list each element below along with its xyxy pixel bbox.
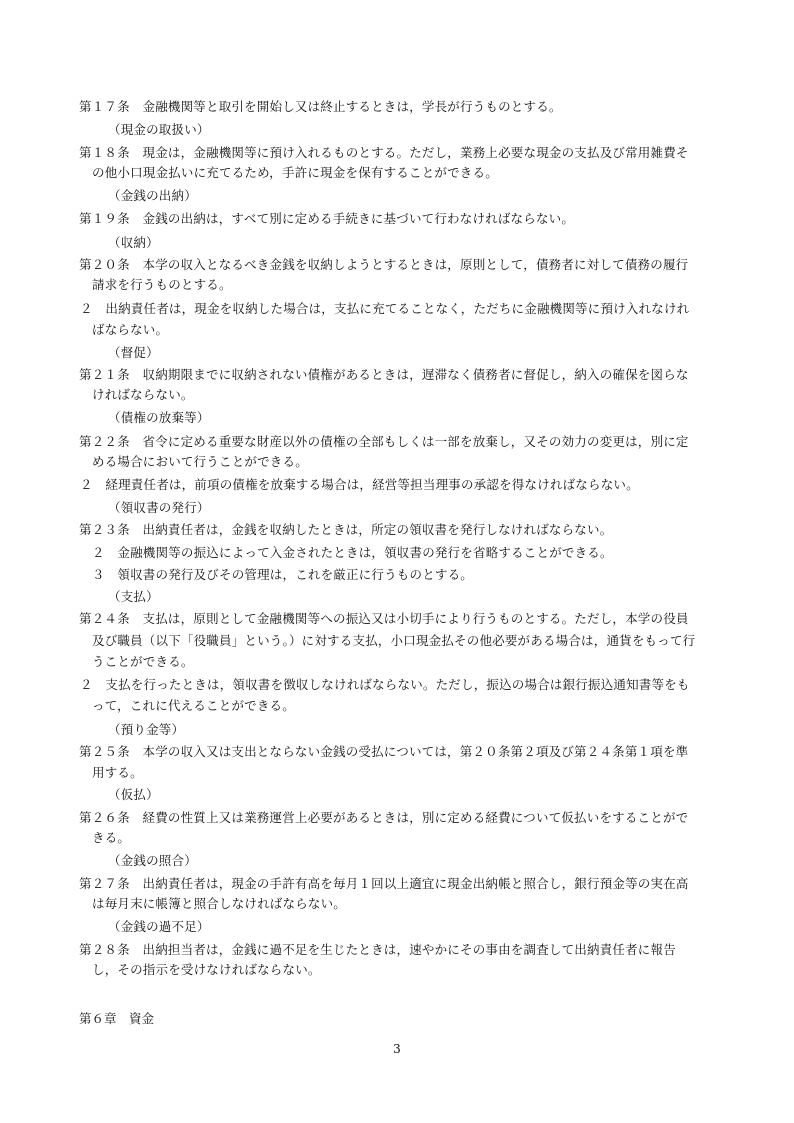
article-26-heading: （仮払）: [108, 787, 159, 802]
article-24-heading: （支払）: [108, 589, 159, 604]
article-17-line-1: 第１７条 金融機関等と取引を開始し又は終止するときは，学長が行うものとする。: [79, 99, 562, 114]
article-26-line-1: 第２６条 経費の性質上又は業務運営上必要があるときは，別に定める経費について仮払いをすることがで: [79, 810, 689, 825]
article-18-heading: （現金の取扱い）: [108, 122, 210, 137]
article-23-line-1: 第２３条 出納責任者は，金銭を収納したときは，所定の領収書を発行しなければならない。: [79, 522, 613, 537]
article-21-heading: （督促）: [108, 345, 159, 360]
article-24-line-3: うことができる。: [92, 654, 194, 669]
article-20-heading: （収納）: [108, 235, 159, 250]
article-23-heading: （領収書の発行）: [108, 500, 210, 515]
article-20-line-1: 第２０条 本学の収入となるべき金銭を収納しようとするときは，原則として，債務者に対して債務の履行: [79, 257, 689, 272]
article-24-line-5: って，これに代えることができる。: [92, 698, 295, 713]
page-number: 3: [393, 1042, 401, 1056]
article-22-line-2: める場合において行うことができる。: [92, 454, 308, 469]
article-28-line-2: し，その指示を受けなければならない。: [92, 962, 321, 977]
chapter-6-heading: 第６章 資金: [79, 1011, 155, 1026]
article-18-line-1: 第１８条 現金は，金融機関等に預け入れるものとする。ただし，業務上必要な現金の支払及び常用雑費そ: [79, 145, 689, 160]
article-23-line-3: ３ 領収書の発行及びその管理は，これを厳正に行うものとする。: [92, 567, 474, 582]
article-19-heading: （金銭の出納）: [108, 188, 197, 203]
article-20-line-2: 請求を行うものとする。: [92, 277, 232, 292]
article-28-line-1: 第２８条 出納担当者は，金銭に過不足を生じたときは，速やかにその事由を調査して出納責任者に報告: [79, 942, 676, 957]
article-21-line-1: 第２１条 収納期限までに収納されない債権があるときは，遅滞なく債務者に督促し，納入の確保を図らな: [79, 367, 689, 382]
article-25-heading: （預り金等）: [108, 722, 185, 737]
article-25-line-2: 用する。: [92, 765, 143, 780]
article-25-line-1: 第２５条 本学の収入又は支出とならない金銭の受払については，第２０条第２項及び第２４条第１項を準: [79, 744, 689, 759]
article-27-line-1: 第２７条 出納責任者は，現金の手許有高を毎月１回以上適宜に現金出納帳と照合し，銀行預金等の実在高: [79, 876, 689, 891]
article-23-line-2: ２ 金融機関等の振込によって入金されたときは，領収書の発行を省略することができる。: [92, 545, 613, 560]
article-22-line-1: 第２２条 省令に定める重要な財産以外の債権の全部もしくは一部を放棄し，又その効力の変更は，別に定: [79, 434, 689, 449]
article-22-heading: （債権の放棄等）: [108, 410, 210, 425]
article-24-line-4: ２ 支払を行ったときは，領収書を徴収しなければならない。ただし，振込の場合は銀行振込通知書等をも: [80, 677, 690, 692]
article-22-line-3: ２ 経理責任者は，前項の債権を放棄する場合は，経営等担当理事の承認を得なければならない。: [80, 477, 639, 492]
article-27-line-2: は毎月末に帳簿と照合しなければならない。: [92, 896, 347, 911]
article-26-line-2: きる。: [92, 830, 131, 845]
article-24-line-1: 第２４条 支払は，原則として金融機関等への振込又は小切手により行うものとする。ただし，本学の役員: [79, 611, 689, 626]
article-24-line-2: 及び職員（以下「役職員」という。）に対する支払，小口現金払その他必要がある場合は，通貨をもって行: [92, 633, 696, 648]
article-18-line-2: の他小口現金払いに充てるため，手許に現金を保有することができる。: [92, 165, 498, 180]
article-27-heading: （金銭の照合）: [108, 853, 197, 868]
article-21-line-2: ければならない。: [92, 387, 194, 402]
article-19-line-1: 第１９条 金銭の出納は，すべて別に定める手続きに基づいて行わなければならない。: [79, 211, 575, 226]
article-28-heading: （金銭の過不足）: [108, 919, 210, 934]
article-20-line-4: ばならない。: [92, 322, 169, 337]
article-20-line-3: ２ 出納責任者は，現金を収納した場合は，支払に充てることなく，ただちに金融機関等に預け入れなけれ: [80, 301, 690, 316]
